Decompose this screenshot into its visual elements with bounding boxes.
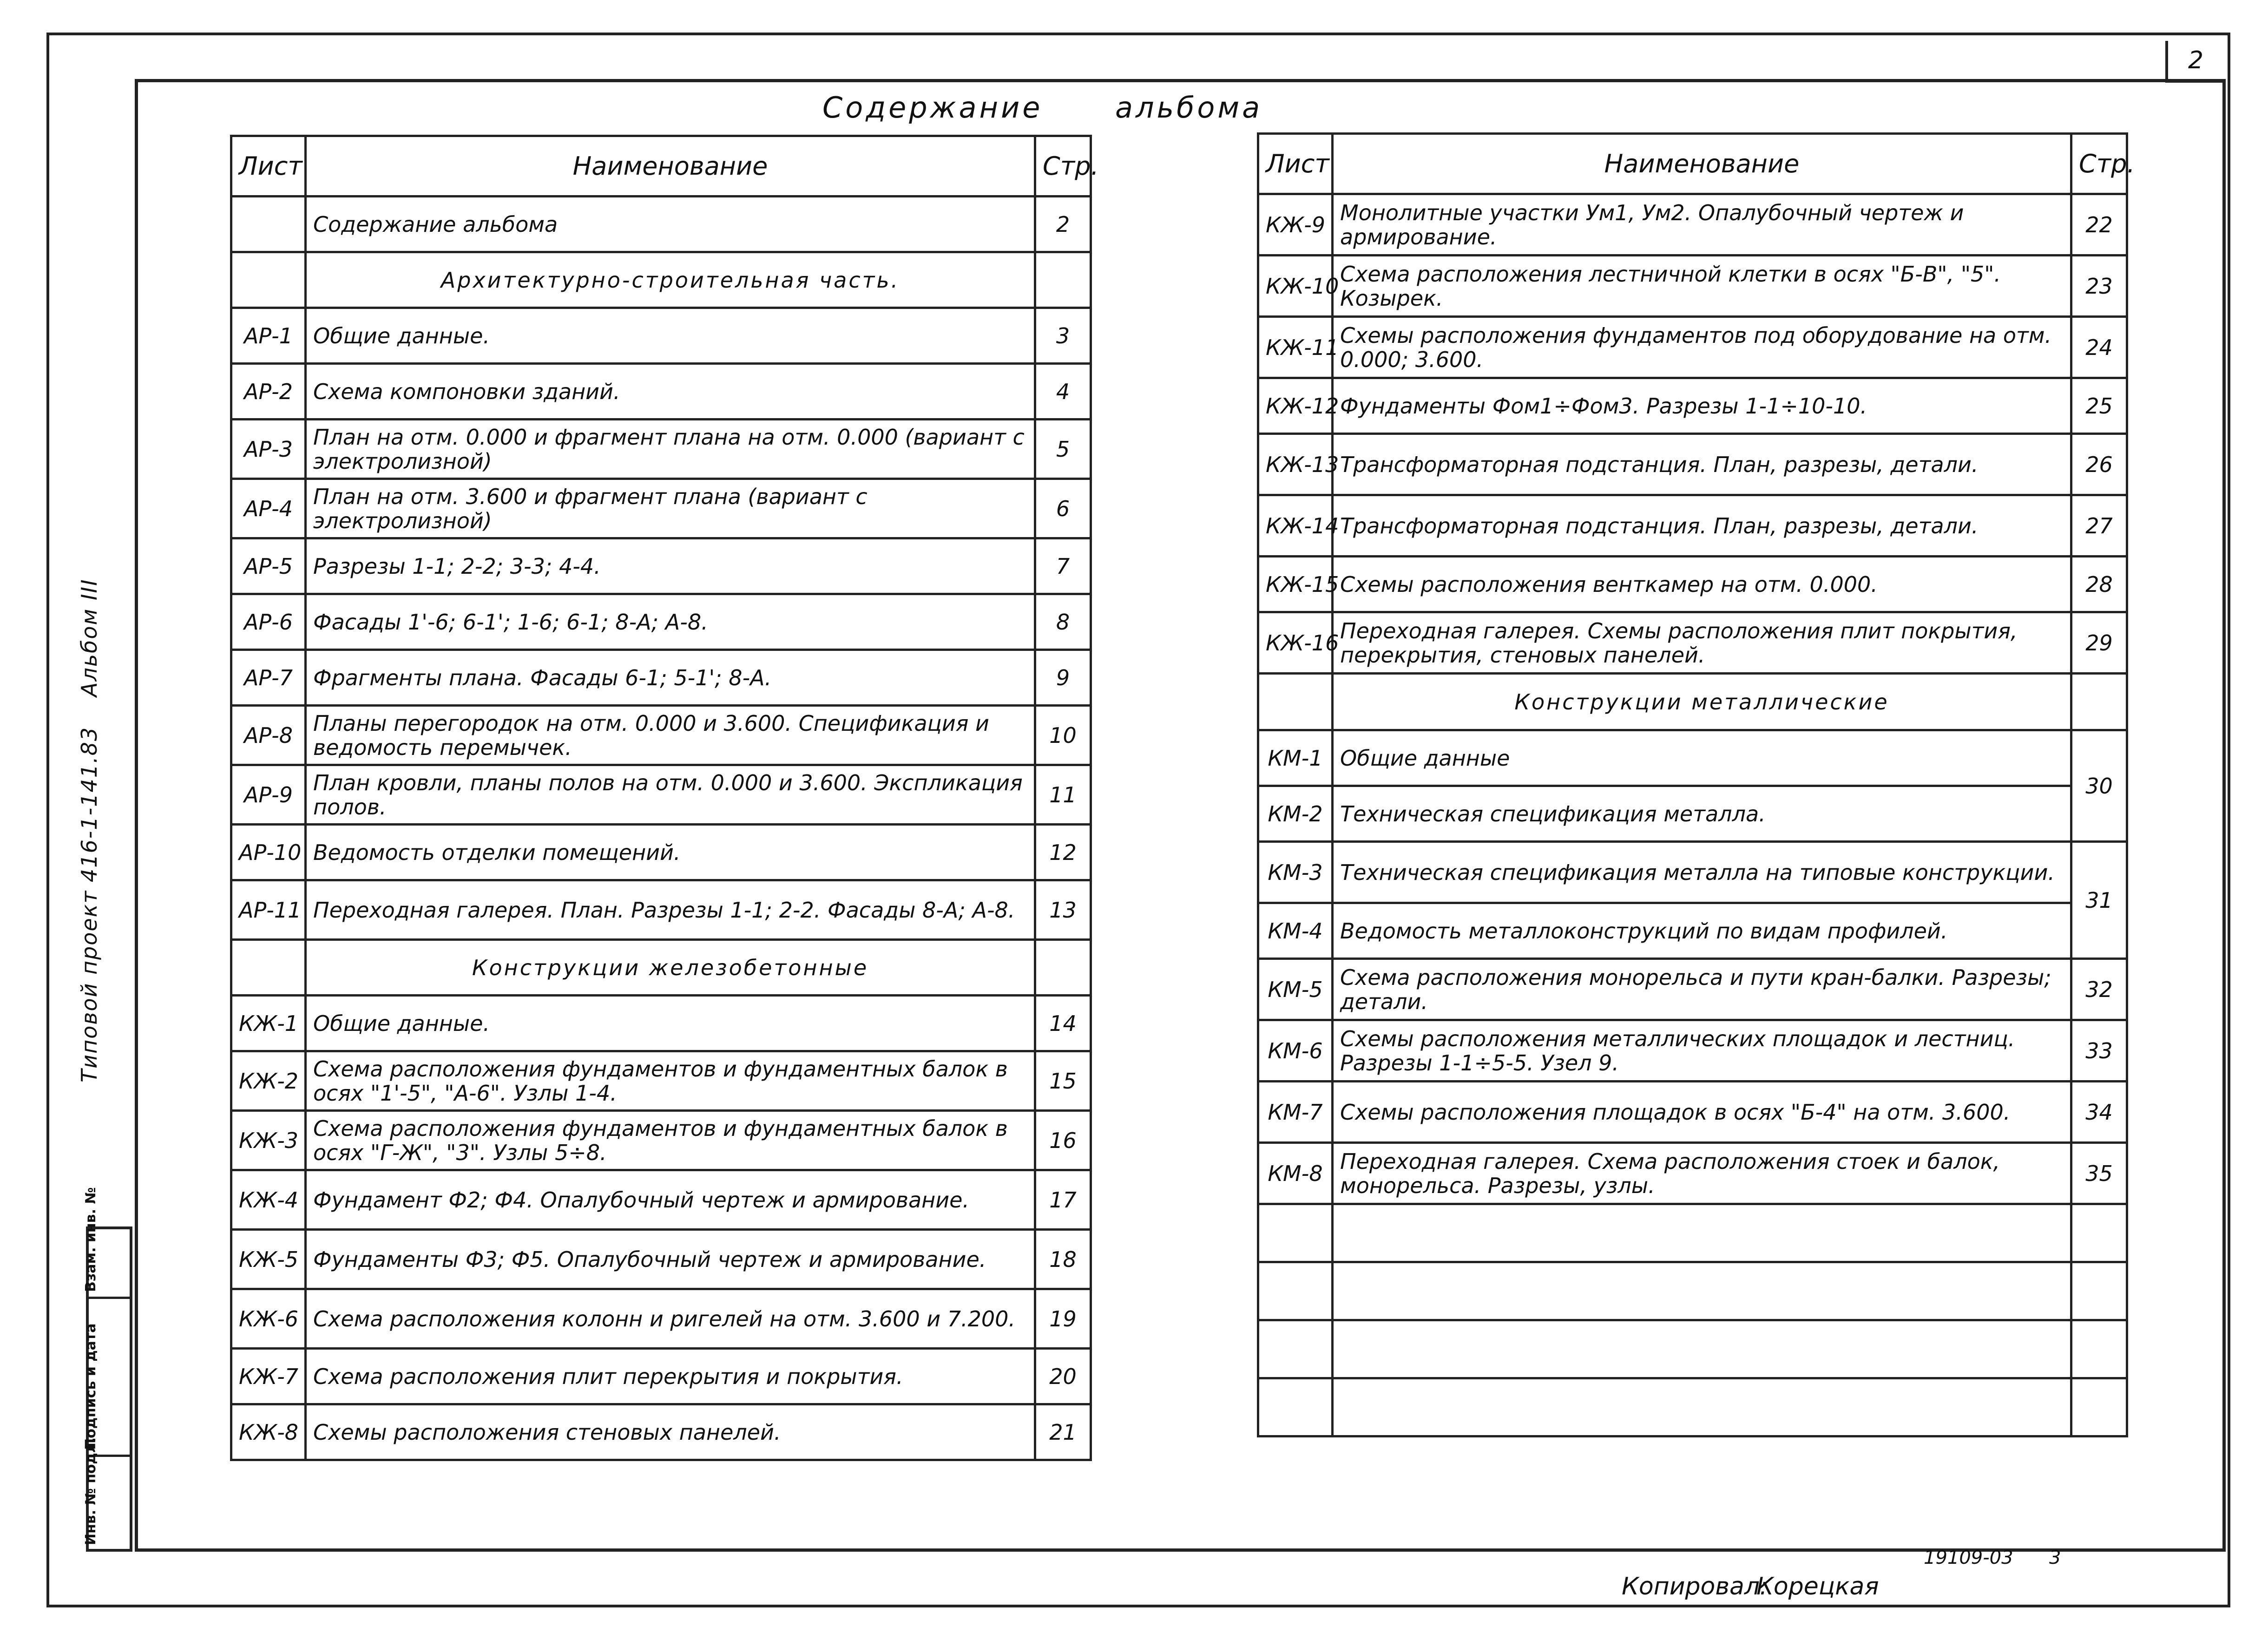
toc-table-right [1257,132,2135,1437]
section-row [1258,674,2127,730]
page-number: 35 [2071,1143,2127,1204]
page-number: 8 [1035,594,1091,650]
album-label: Альбом III [77,578,102,697]
sheet-code: КМ-8 [1258,1143,1333,1204]
sheet-name: Содержание альбома [306,197,1035,252]
empty-cell [2071,1204,2127,1262]
sheet-code: АР-9 [231,765,306,825]
approval-stamp [83,1187,132,1552]
sheet-name: Ведомость отделки помещений. [306,825,1035,880]
table-row [1258,1378,2127,1436]
table-row [231,420,1091,479]
sheet-name: План на отм. 0.000 и фрагмент плана на отм. 0.000 (вариант с электролизной) [306,420,1035,479]
page-number: 11 [1035,765,1091,825]
sheet-name: Фундаменты Фом1÷Фом3. Разрезы 1-1÷10-10. [1333,378,2071,434]
table-row [231,1349,1091,1404]
page-number: 2 [1035,197,1091,252]
sheet-code: КЖ-6 [231,1289,306,1349]
page-number: 5 [1035,420,1091,479]
section-heading: Конструкции металлические [1333,674,2071,730]
page-number: 13 [1035,880,1091,940]
table-row [1258,959,2127,1020]
sheet-name: Схема расположения фундаментов и фундаментных балок в осях "1'-5", "А-6". Узлы 1-4. [306,1051,1035,1111]
table-row [231,825,1091,880]
empty-cell [2071,1320,2127,1378]
table-row [1258,495,2127,557]
sheet-code: КЖ-5 [231,1230,306,1289]
sheet-name: Схемы расположения фундаментов под оборудование на отм. 0.000; 3.600. [1333,317,2071,378]
empty-cell [2071,1262,2127,1320]
stamp-label: Взам. инв. № [83,1187,99,1292]
sheet-name: Схемы расположения площадок в осях "Б-4" на отм. 3.600. [1333,1082,2071,1143]
footer-sheet: 3 [2049,1547,2061,1568]
page-number: 32 [2071,959,2127,1020]
sheet-name: Разрезы 1-1; 2-2; 3-3; 4-4. [306,538,1035,594]
sheet-name: Трансформаторная подстанция. План, разрезы, детали. [1333,495,2071,557]
doc-number: 19109-03 [1924,1547,2013,1568]
section-heading: Архитектурно-строительная часть. [306,252,1035,308]
page-number: 27 [2071,495,2127,557]
header-sheet: Лист [1258,134,1333,194]
table-row [231,364,1091,420]
sheet-name: Трансформаторная подстанция. План, разрезы, детали. [1333,434,2071,495]
sheet-code: АР-6 [231,594,306,650]
sheet-code: АР-10 [231,825,306,880]
sheet-code: КЖ-7 [231,1349,306,1404]
sheet-name: Фундаменты Ф3; Ф5. Опалубочный чертеж и армирование. [306,1230,1035,1289]
section-heading: Конструкции железобетонные [306,940,1035,996]
table-row [231,197,1091,252]
empty-cell [1258,1262,1333,1320]
sheet-name: Планы перегородок на отм. 0.000 и 3.600. Спецификация и ведомость перемычек. [306,706,1035,765]
page-number: 31 [2071,842,2127,959]
sheet-code: АР-1 [231,308,306,364]
page-number: 17 [1035,1170,1091,1230]
sheet-code: КЖ-8 [231,1404,306,1460]
empty-cell [1333,1204,2071,1262]
header-name: Наименование [1333,134,2071,194]
table-row [231,1111,1091,1170]
sheet-code [231,197,306,252]
table-row [231,650,1091,706]
sheet-name: Фрагменты плана. Фасады 6-1; 5-1'; 8-А. [306,650,1035,706]
header-sheet: Лист [231,136,306,197]
table-row [231,1404,1091,1460]
sheet-name: Фасады 1'-6; 6-1'; 1-6; 6-1; 8-А; А-8. [306,594,1035,650]
table-row [1258,557,2127,612]
sheet-code: АР-11 [231,880,306,940]
sheet-code: КЖ-12 [1258,378,1333,434]
page-number: 22 [2071,194,2127,256]
table-row [231,1170,1091,1230]
table-row [231,594,1091,650]
table-row [231,1051,1091,1111]
sheet-code: АР-3 [231,420,306,479]
empty-cell [231,252,306,308]
table-row [1258,378,2127,434]
page-number: 14 [1035,996,1091,1051]
empty-cell [1258,674,1333,730]
table-row [231,765,1091,825]
sheet-code: КМ-1 [1258,730,1333,786]
header-name: Наименование [306,136,1035,197]
sheet-name: Схемы расположения стеновых панелей. [306,1404,1035,1460]
page-number: 29 [2071,612,2127,674]
page-number: 19 [1035,1289,1091,1349]
sheet-code: КЖ-11 [1258,317,1333,378]
sheet-name: Схема расположения монорельса и пути кран-балки. Разрезы; детали. [1333,959,2071,1020]
stamp-cell [83,1299,130,1457]
page-number: 21 [1035,1404,1091,1460]
table-row [1258,1262,2127,1320]
page-number: 10 [1035,706,1091,765]
sheet-code: КМ-7 [1258,1082,1333,1143]
sheet-code: КЖ-13 [1258,434,1333,495]
copied-name: Корецкая [1756,1573,1879,1600]
page-number: 16 [1035,1111,1091,1170]
empty-cell [1333,1320,2071,1378]
section-row [231,940,1091,996]
page-number: 9 [1035,650,1091,706]
page-number: 26 [2071,434,2127,495]
sheet-name: Схемы расположения металлических площадок и лестниц. Разрезы 1-1÷5-5. Узел 9. [1333,1020,2071,1082]
sheet-number: 2 [2165,41,2223,83]
project-label: Типовой проект 416-1-141.83 [77,726,102,1082]
sheet-name: Схема расположения колонн и ригелей на отм. 3.600 и 7.200. [306,1289,1035,1349]
page-number: 18 [1035,1230,1091,1289]
sheet-name: Схемы расположения венткамер на отм. 0.000. [1333,557,2071,612]
page-number: 6 [1035,479,1091,538]
empty-cell [1035,940,1091,996]
sheet-code: АР-8 [231,706,306,765]
sheet-name: Техническая спецификация металла. [1333,786,2071,842]
header-page: Стр. [2071,134,2127,194]
table-row [231,880,1091,940]
table-row [1258,1143,2127,1204]
sheet-code: АР-2 [231,364,306,420]
table-row [231,1230,1091,1289]
sheet-code: КМ-2 [1258,786,1333,842]
empty-cell [1258,1320,1333,1378]
sheet-code: КМ-4 [1258,903,1333,959]
empty-cell [1333,1378,2071,1436]
page-number: 3 [1035,308,1091,364]
table-row [1258,730,2127,786]
page-number: 30 [2071,730,2127,842]
sheet-name: Фундамент Ф2; Ф4. Опалубочный чертеж и армирование. [306,1170,1035,1230]
page-number: 20 [1035,1349,1091,1404]
sheet-code: КЖ-15 [1258,557,1333,612]
sheet-name: Переходная галерея. Схемы расположения плит покрытия, перекрытия, стеновых панелей. [1333,612,2071,674]
sheet-code: КЖ-4 [231,1170,306,1230]
empty-cell [1035,252,1091,308]
sheet-code: АР-7 [231,650,306,706]
table-row [1258,317,2127,378]
copied-label: Копировал: [1622,1573,1768,1600]
table-row [231,706,1091,765]
table-row [231,1289,1091,1349]
empty-cell [2071,674,2127,730]
sheet-name: Монолитные участки Ум1, Ум2. Опалубочный чертеж и армирование. [1333,194,2071,256]
sheet-name: Общие данные. [306,996,1035,1051]
page-number: 33 [2071,1020,2127,1082]
sheet-code: КЖ-14 [1258,495,1333,557]
page-number: 7 [1035,538,1091,594]
sheet-name: Общие данные. [306,308,1035,364]
stamp-label: Инв. № подл. [83,1437,99,1545]
section-row [231,252,1091,308]
table-row [231,479,1091,538]
stamp-cell [83,1187,130,1299]
table-row [1258,842,2127,903]
sheet-name: Переходная галерея. Схема расположения стоек и балок, монорельса. Разрезы, узлы. [1333,1143,2071,1204]
table-row [1258,1020,2127,1082]
sheet-name: Ведомость металлоконструкций по видам профилей. [1333,903,2071,959]
stamp-cell [83,1437,130,1550]
table-row [231,996,1091,1051]
table-row [231,308,1091,364]
page-number: 23 [2071,256,2127,317]
sheet-name: Схема расположения лестничной клетки в осях "Б-В", "5". Козырек. [1333,256,2071,317]
sheet-code: КМ-3 [1258,842,1333,903]
table-row [231,538,1091,594]
sheet-code: КЖ-10 [1258,256,1333,317]
sheet-code: АР-5 [231,538,306,594]
table-row [1258,1082,2127,1143]
table-row [1258,434,2127,495]
sheet-name: Схема расположения плит перекрытия и покрытия. [306,1349,1035,1404]
sheet-code: АР-4 [231,479,306,538]
sheet-name: Схема расположения фундаментов и фундаментных балок в осях "Г-Ж", "3". Узлы 5÷8. [306,1111,1035,1170]
sheet-name: Переходная галерея. План. Разрезы 1-1; 2-2. Фасады 8-А; А-8. [306,880,1035,940]
sheet-code: КЖ-16 [1258,612,1333,674]
page-number: 34 [2071,1082,2127,1143]
empty-cell [2071,1378,2127,1436]
sheet-code: КЖ-9 [1258,194,1333,256]
sheet-code: КЖ-1 [231,996,306,1051]
toc-table-left [230,135,1099,1461]
sheet-code: КЖ-3 [231,1111,306,1170]
header-page: Стр. [1035,136,1091,197]
page-number: 12 [1035,825,1091,880]
page-number: 25 [2071,378,2127,434]
table-row [1258,194,2127,256]
sheet-name: Общие данные [1333,730,2071,786]
table-row [1258,256,2127,317]
page-number: 24 [2071,317,2127,378]
table-row [1258,1204,2127,1262]
page-number: 15 [1035,1051,1091,1111]
table-row [1258,786,2127,842]
sheet-code: КМ-5 [1258,959,1333,1020]
sheet-name: Техническая спецификация металла на типовые конструкции. [1333,842,2071,903]
sheet-code: КЖ-2 [231,1051,306,1111]
empty-cell [231,940,306,996]
page-number: 28 [2071,557,2127,612]
empty-cell [1258,1204,1333,1262]
page-number: 4 [1035,364,1091,420]
sheet-name: Схема компоновки зданий. [306,364,1035,420]
empty-cell [1333,1262,2071,1320]
empty-cell [1258,1378,1333,1436]
stamp-label: Подпись и дата [83,1323,99,1450]
page-title-left: Содержание [822,91,1043,125]
page-title-right: альбома [1115,91,1263,125]
sheet-name: План на отм. 3.600 и фрагмент плана (вариант с электролизной) [306,479,1035,538]
sheet-code: КМ-6 [1258,1020,1333,1082]
table-row [1258,903,2127,959]
table-row [1258,1320,2127,1378]
sheet-name: План кровли, планы полов на отм. 0.000 и 3.600. Экспликация полов. [306,765,1035,825]
table-row [1258,612,2127,674]
